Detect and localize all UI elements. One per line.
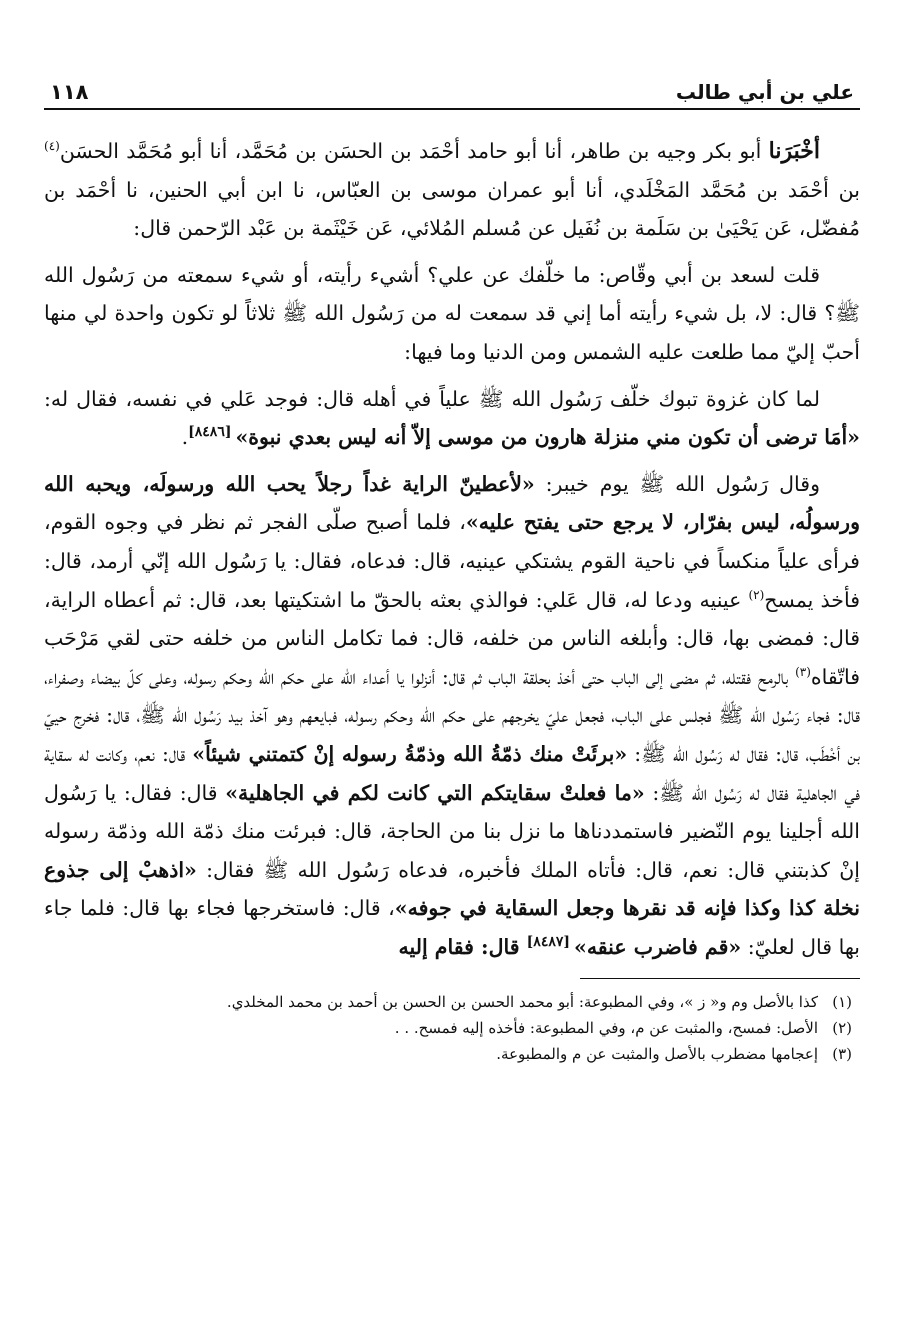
page-header: [44, 60, 860, 110]
text-span: قلت لسعد بن أبي وقّاص: ما خلّفك عن علي؟ أشيء رأيته، أو شيء سمعته من رَسُول الله ﷺ؟ قال: لا، بل شيء رأيته أما إني قد سمعت له من رَسُول الله ﷺ ثلاثاً لو تكون واحدة لي منها أحبّ إليّ مما طلعت عليه الشمس ومن الدنيا وما فيها:: [44, 262, 860, 364]
main-text: [44, 132, 860, 966]
paragraph-khaybar: [44, 465, 860, 967]
footnote-text: كذا بالأصل وم و« ز »، وفي المطبوعة: أبو محمد الحسن بن الحسن بن أحمد بن محمد المخلدي.: [226, 993, 818, 1012]
footnote-item: [44, 989, 860, 1015]
footnote-item: [44, 1041, 860, 1067]
footnote-text: الأصل: فمسح، والمثبت عن م، وفي المطبوعة: فأخذه إليه فمسح. . .: [394, 1019, 818, 1038]
paragraph-question: [44, 256, 860, 372]
footnote-ref: (٢): [748, 587, 765, 602]
text-span: أبو بكر وجيه بن طاهر، أنا أبو حامد أحْمَد بن الحسَن بن مُحَمَّد، أنا أبو مُحَمَّد الحسَن: [59, 139, 769, 163]
hadith-quote: «برئَتْ منك ذمّةُ الله وذمّةُ رسوله إنْ كتمتني شيئاً»: [192, 741, 628, 766]
hadith-quote: «أمَا ترضى أن تكون مني منزلة هارون من موسى إلاّ أنه ليس بعدي نبوة»: [235, 425, 860, 450]
hadith-quote: «قم فاضرب عنقه»: [574, 934, 742, 959]
footnote-ref: (٤): [44, 139, 60, 154]
footnote-text: إعجامها مضطرب بالأصل والمثبت عن م والمطبوعة.: [496, 1045, 818, 1064]
text-span: ، فلما أصبح صلّى الفجر ثم نظر في وجوه القوم، فرأى علياً منكساً في ناحية القوم يشتكي عينيه، قال: فدعاه، فقال: يا رَسُول الله إنّي أرمد، قال: فأخذ يمسح: [44, 510, 860, 612]
footnote-number: (١): [832, 993, 852, 1012]
text-span: قال: فقال: يا رَسُول الله أجلينا يوم النّضير فاستمددناها ما نزل بنا من الحاجة، قال: فبرئت منك ذمّة الله وذمّة رسوله إنْ كذبتني قال: نعم، قال: فأتاه الملك فأخبره، فدعاه رَسُول الله ﷺ فقال:: [44, 780, 860, 882]
hadith-number: [٨٤٨٧]: [526, 934, 570, 951]
text-span: بالرمح فقتله، ثم مضى إلى الباب حتى أخذ بحلقة الباب ثم قال: أنزلوا يا أعداء الله على حكم الله وحكم رسوله، وعلى كلّ بيضاء وصفراء، قال: فجاء رَسُول الله ﷺ فجلس على الباب، فجعل عليّ يخرجهم على حكم الله وحكم رسوله، فبايعهم وهو آخذ بيد رَسُول الله ﷺ، قال: فخرج حييّ بن أخْطَب، قال: فقال له رَسُول الله ﷺ:: [44, 664, 861, 766]
lead-word: أخْبَرَنا: [768, 138, 820, 164]
text-span: وقال رَسُول الله ﷺ يوم خيبر:: [534, 471, 821, 496]
footnote-item: [44, 1015, 860, 1041]
hadith-quote: «لأعطينّ الراية غداً رجلاً يحب الله ورسولَه، ويحبه الله ورسولُه، ليس بفرّار، لا يرجع حتى يفتح عليه»: [44, 471, 860, 535]
paragraph-isnad: [44, 132, 860, 248]
footnote-divider: [580, 978, 860, 979]
text-span: عينيه ودعا له، قال عَلي: فوالذي بعثه بالحقّ ما اشتكيتها بعد، قال: ثم أعطاه الراية، قال: فمضى بها، قال: وأبلغه الناس من خلفه، قال: فما تكامل الناس من خلفه حتى لقي مَرْحَب فاتّقاه: [44, 587, 860, 689]
hadith-number: [٨٤٨٦]: [188, 424, 232, 441]
book-page: [44, 60, 860, 1067]
hadith-quote: «اذهبْ إلى جذوع نخلة كذا وكذا فإنه قد نقرها وجعل السقاية في جوفه»: [44, 857, 861, 921]
page-number: ١١٨: [50, 80, 89, 104]
footnotes: [44, 989, 860, 1067]
footnote-number: (٣): [832, 1045, 852, 1064]
text-span: لما كان غزوة تبوك خلّف رَسُول الله ﷺ علياً في أهله قال: فوجد عَلي في نفسه، فقال له:: [44, 386, 820, 411]
footnote-number: (٢): [832, 1019, 852, 1038]
footnote-ref: (٣): [795, 664, 811, 679]
running-head: علي بن أبي طالب: [675, 80, 854, 104]
text-span: قال: نعم، وكانت له سقاية في الجاهلية فقال له رَسُول الله ﷺ:: [44, 741, 860, 805]
paragraph-tabuk: [44, 380, 860, 457]
text-span: قال: فقام إليه: [398, 934, 527, 959]
text-span: ، قال: فاستخرجها فجاء بها قال: فلما جاء بها قال لعليّ:: [44, 896, 860, 959]
text-span: بن أحْمَد بن مُحَمَّد المَخْلَدي، أنا أبو عمران موسى بن العبّاس، نا ابن أبي الحنين، نا أحْمَد بن مُفضّل، عَن يَحْيَىٰ بن سَلَمة بن نُفَيل عن مُسلم المُلائي، عَن خَيْثَمة بن عَبْد الرّحمن قال:: [44, 177, 860, 241]
hadith-quote: «ما فعلتْ سقايتكم التي كانت لكم في الجاهلية»: [225, 780, 645, 805]
text-span: .: [181, 425, 189, 450]
